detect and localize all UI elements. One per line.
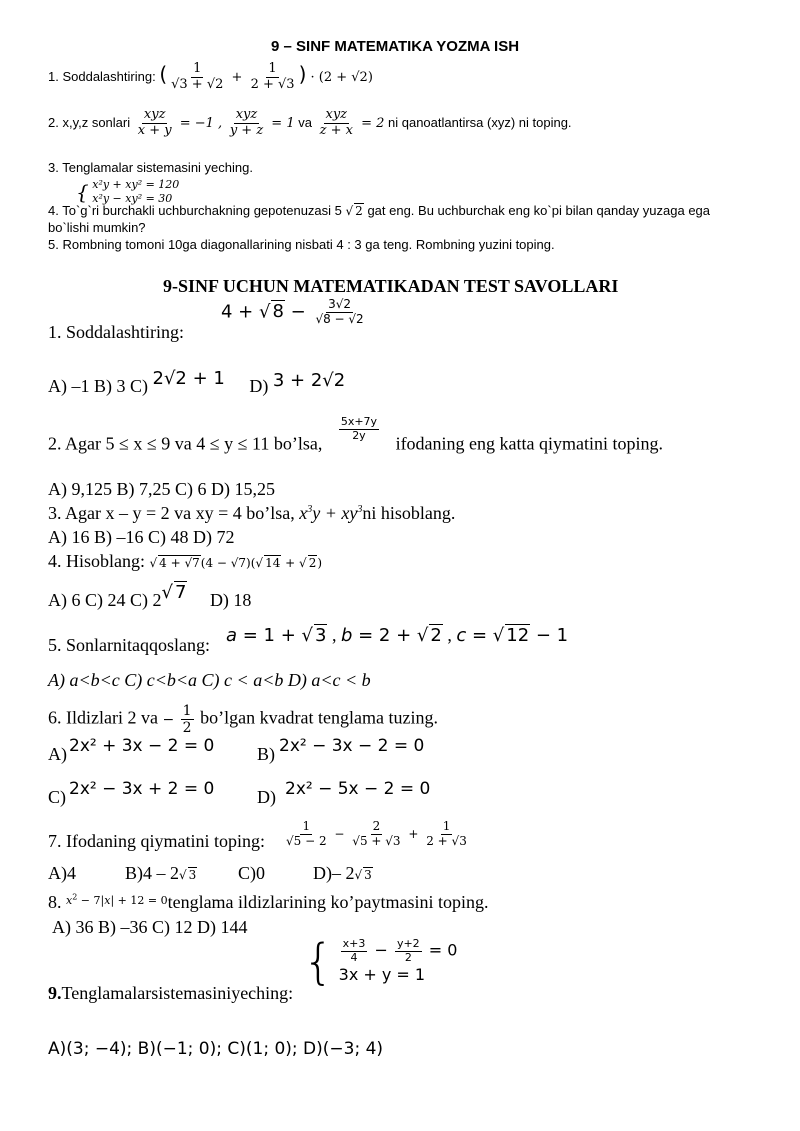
test-q9-eq2: 3x + y = 1	[338, 964, 426, 984]
test-q7-option-d: D)– 2√ 3	[313, 863, 372, 883]
test-q7-option-b: B)4 – 2√ 3	[125, 863, 197, 883]
test-q1-label: 1. Soddalashtiring:	[48, 322, 184, 342]
written-q1	[48, 62, 373, 93]
test-q5-expression: a = 1 + √ 3 , b = 2 + √ 2 , c = √ 12 − 1	[226, 625, 569, 646]
test-q9-num: 9.	[48, 983, 62, 1003]
written-q3-eq1: x²y + xy² = 120	[92, 178, 180, 191]
test-q4-options	[48, 582, 252, 611]
test-q9-text: Tenglamalarsistemasiniyeching:	[61, 983, 294, 1003]
written-q4-cont: bo`lishi mumkin?	[48, 220, 146, 235]
written-q2-cond3: $\frac{\text{xyz}}{z + x}$ = 2	[319, 107, 385, 138]
test-q6-option-d: D)	[257, 787, 276, 807]
test-q4	[48, 551, 322, 572]
test-q8-equation: x2 − 7|x| + 12 = 0	[66, 892, 168, 907]
written-q1-expression: ( $\frac{1}{√3 + √2}$ + $\frac{1}{2 + √3}$ ) · (2 + √2)	[159, 61, 373, 92]
test-q6-option-c-eq: 2x² − 3x + 2 = 0	[69, 779, 215, 799]
test-q6-root: − $\frac{1}{2}$	[162, 703, 192, 737]
written-q4-a: 4. To`g`ri burchakli uchburchakning gepotenuzasi 5	[48, 203, 342, 218]
test-q6	[48, 703, 438, 736]
test-q9	[48, 983, 293, 1004]
test-q7-expression: $\frac{1}{√5 - 2}$ − $\frac{2}{√5 + √3}$ + $\frac{1}{2 + √3}$	[286, 819, 467, 848]
test-q6-option-b-eq: 2x² − 3x − 2 = 0	[279, 736, 425, 756]
test-q9-eq1: $\frac{x+3}{4}$ − $\frac{y+2}{2}$ = 0	[342, 937, 458, 965]
test-q4-label: 4. Hisoblang:	[48, 551, 145, 571]
test-q2	[48, 415, 664, 458]
test-q2-fraction: $\frac{5x+7y}{2y}$	[340, 415, 378, 442]
test-q3-options: A) 16 B) –16 C) 48 D) 72	[48, 527, 235, 547]
test-q1-ab: A) –1 B) 3 C)	[48, 376, 148, 396]
test-q2-a: 2. Agar 5 ≤ x ≤ 9 va 4 ≤ y ≤ 11 bo’lsa,	[48, 433, 323, 454]
test-q4-expression: √ 4 + √7(4 − √7)(√ 14 + √ 2)	[149, 556, 323, 570]
test-q6-option-c: C)	[48, 787, 66, 807]
written-q2-cond2: $\frac{\text{xyz}}{y + z}$ = 1	[229, 107, 295, 138]
test-q7-label: 7. Ifodaning qiymatini toping:	[48, 831, 265, 851]
written-q2-mid: va	[298, 114, 312, 130]
test-q5-label: 5. Sonlarnitaqqoslang:	[48, 635, 210, 655]
test-q4-opts-b: D) 18	[209, 590, 252, 610]
test-q9-options: A)(3; −4); B)(−1; 0); C)(1; 0); D)(−3; 4)	[48, 1039, 384, 1059]
test-q6-option-a-eq: 2x² + 3x − 2 = 0	[69, 736, 215, 756]
written-q3-eq2: x²y − xy² = 30	[92, 191, 173, 205]
test-q3-a: 3. Agar x – y = 2 va xy = 4 bo’lsa,	[48, 503, 295, 523]
test-q7-option-a: A)4	[48, 863, 76, 883]
test-q3	[48, 503, 455, 524]
written-q2-suffix: ni qanoatlantirsa (xyz) ni toping.	[388, 114, 572, 130]
written-q4-b: gat eng. Bu uchburchak eng ko`pi bilan qanday yuzaga ega	[367, 203, 711, 218]
test-q5-options: A) a<b<c C) c<b<a C) c < a<b D) a<c < b	[48, 670, 371, 690]
sqrt2-expression: √ 2	[345, 204, 363, 218]
test-q7-option-b-text: B)4 – 2	[125, 863, 179, 883]
test-q6-option-a: A)	[48, 744, 67, 764]
written-q3-system: { x²y + xy² = 120 x²y − xy² = 30	[76, 178, 180, 205]
written-q2	[48, 108, 572, 139]
test-q1-d: 3 + 2√2	[272, 370, 346, 391]
sqrt7-expression: √ 7	[161, 582, 187, 603]
test-q4-opts-a: A) 6 C) 24 C) 2	[48, 590, 162, 610]
test-title: 9-SINF UCHUN MATEMATIKADAN TEST SAVOLLARI	[163, 276, 619, 296]
test-q2-options: A) 9,125 B) 7,25 C) 6 D) 15,25	[48, 479, 275, 499]
written-q5: 5. Rombning tomoni 10ga diagonallarining nisbati 4 : 3 ga teng. Rombning yuzini toping.	[48, 237, 555, 252]
test-q2-b: ifodaning eng katta qiymatini toping.	[395, 433, 664, 454]
test-q6-option-d-eq: 2x² − 5x − 2 = 0	[285, 779, 431, 799]
test-q6-a: 6. Ildizlari 2 va	[48, 707, 158, 728]
test-q8-options: A) 36 B) –36 C) 12 D) 144	[52, 917, 248, 937]
written-q3: 3. Tenglamalar sistemasini yeching.	[48, 160, 253, 175]
page-title: 9 – SINF MATEMATIKA YOZMA ISH	[271, 38, 520, 55]
test-q7-option-d-text: D)– 2	[313, 863, 355, 883]
test-q3-b: ni hisoblang.	[362, 503, 456, 523]
test-q3-expression: $x^3y + xy^3$	[299, 503, 363, 523]
written-q2-prefix: 2. x,y,z sonlari	[48, 114, 131, 130]
test-q8	[48, 892, 489, 913]
test-q6-b: bo’lgan kvadrat tenglama tuzing.	[200, 707, 438, 728]
test-q9-system: { $\frac{x+3}{4}$ − $\frac{y+2}{2}$ = 0 3x + y = 1	[303, 934, 458, 990]
test-q1-c: 2√2 + 1	[152, 368, 225, 389]
test-q1-d-label: D)	[249, 376, 269, 396]
test-q7-option-c: C)0	[238, 863, 265, 883]
written-q4	[48, 203, 710, 218]
test-q8-text: tenglama ildizlarining ko’paytmasini toping.	[167, 892, 489, 912]
test-q6-option-b: B)	[257, 744, 275, 764]
test-q8-num: 8.	[48, 892, 62, 912]
written-q2-cond1: $\frac{\text{xyz}}{x + y}$ = −1 ,	[137, 107, 223, 138]
written-q1-label: 1. Soddalashtiring:	[48, 69, 156, 84]
test-q1-expression: 4 + √ 8 − $\frac{3√2}{√8 - √2}$	[221, 297, 364, 326]
test-q1-options	[48, 368, 346, 397]
